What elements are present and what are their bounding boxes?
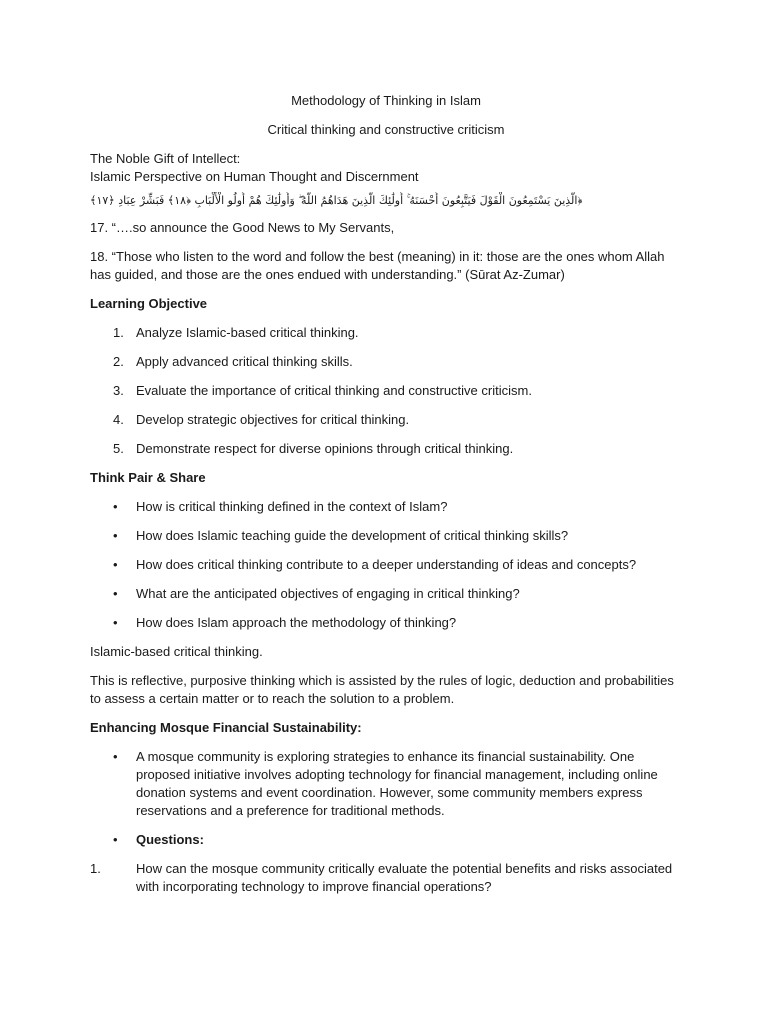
list-item — [90, 498, 682, 516]
case-scenario: A mosque community is exploring strategies to enhance its financial sustainability. One proposed initiative involves adopting technology for financial management, including online donation systems and event coordination. However, some community members express reservations and a preference for traditional methods. — [136, 749, 658, 818]
think-pair-share-list — [90, 498, 682, 632]
list-item-text: How does Islam approach the methodology of thinking? — [136, 615, 457, 630]
intro-block — [90, 150, 682, 186]
list-number: 1. — [90, 861, 101, 876]
list-item-text: What are the anticipated objectives of engaging in critical thinking? — [136, 586, 520, 601]
document-title: Methodology of Thinking in Islam — [291, 93, 481, 108]
list-item — [90, 556, 682, 574]
list-item — [90, 527, 682, 545]
list-number: 3. — [113, 383, 124, 398]
bullet-icon: • — [113, 615, 118, 630]
questions-label: Questions: — [136, 832, 204, 847]
list-item — [90, 614, 682, 632]
bullet-icon: • — [113, 528, 118, 543]
list-number: 5. — [113, 441, 124, 456]
list-item-text: Analyze Islamic-based critical thinking. — [136, 325, 359, 340]
list-item — [90, 382, 682, 400]
bullet-icon: • — [113, 586, 118, 601]
list-item-text: How can the mosque community critically evaluate the potential benefits and risks associated with incorporating technology to improve financial operations? — [136, 861, 673, 894]
list-item — [90, 440, 682, 458]
bullet-icon: • — [113, 499, 118, 514]
intro-line-2: Islamic Perspective on Human Thought and Discernment — [90, 169, 419, 184]
list-item-text: How does critical thinking contribute to a deeper understanding of ideas and concepts? — [136, 557, 637, 572]
section-label: Islamic-based critical thinking. — [90, 644, 263, 659]
think-pair-share-heading: Think Pair & Share — [90, 470, 206, 485]
bullet-icon: • — [113, 557, 118, 572]
list-item-text: Demonstrate respect for diverse opinions through critical thinking. — [136, 441, 514, 456]
list-item-text: Develop strategic objectives for critical thinking. — [136, 412, 410, 427]
list-number: 1. — [113, 325, 124, 340]
list-item — [90, 860, 682, 896]
list-item — [90, 353, 682, 371]
verse-18-translation: 18. “Those who listen to the word and follow the best (meaning) in it: those are the ones whom Allah has guided, and those are the ones endued with understanding.” (Sūrat Az-Zumar) — [90, 249, 665, 282]
document-subtitle: Critical thinking and constructive criticism — [267, 122, 505, 137]
case-list — [90, 748, 682, 849]
list-item — [90, 324, 682, 342]
list-number: 4. — [113, 412, 124, 427]
case-heading: Enhancing Mosque Financial Sustainability: — [90, 720, 362, 735]
list-item-text: How does Islamic teaching guide the development of critical thinking skills? — [136, 528, 569, 543]
list-item — [90, 585, 682, 603]
list-item — [90, 831, 682, 849]
intro-line-1: The Noble Gift of Intellect: — [90, 151, 241, 166]
list-item — [90, 748, 682, 820]
list-item-text: How is critical thinking defined in the context of Islam? — [136, 499, 448, 514]
arabic-verse: ﴿الَّذِينَ يَسْتَمِعُونَ الْقَوْلَ فَيَتَّبِعُونَ أَحْسَنَهُ ۚ أُولَٰئِكَ الَّذِينَ هَدَاهُمُ اللَّهُ ۖ وَأُولَٰئِكَ هُمْ أُولُو الْأَلْبَابِ ﴿١٨﴾ فَبَشِّرْ عِبَادِ ﴿١٧﴾ — [90, 194, 583, 207]
list-item-text: Evaluate the importance of critical thinking and constructive criticism. — [136, 383, 532, 398]
bullet-icon: • — [113, 832, 118, 847]
questions-list — [90, 860, 682, 896]
definition-paragraph: This is reflective, purposive thinking which is assisted by the rules of logic, deduction and probabilities to assess a certain matter or to reach the solution to a problem. — [90, 673, 674, 706]
list-item-text: Apply advanced critical thinking skills. — [136, 354, 353, 369]
learning-objective-heading: Learning Objective — [90, 296, 208, 311]
document-body — [90, 92, 682, 907]
list-number: 2. — [113, 354, 124, 369]
list-item — [90, 411, 682, 429]
verse-17-translation: 17. “….so announce the Good News to My Servants, — [90, 220, 395, 235]
bullet-icon: • — [113, 749, 118, 764]
learning-objective-list — [90, 324, 682, 458]
